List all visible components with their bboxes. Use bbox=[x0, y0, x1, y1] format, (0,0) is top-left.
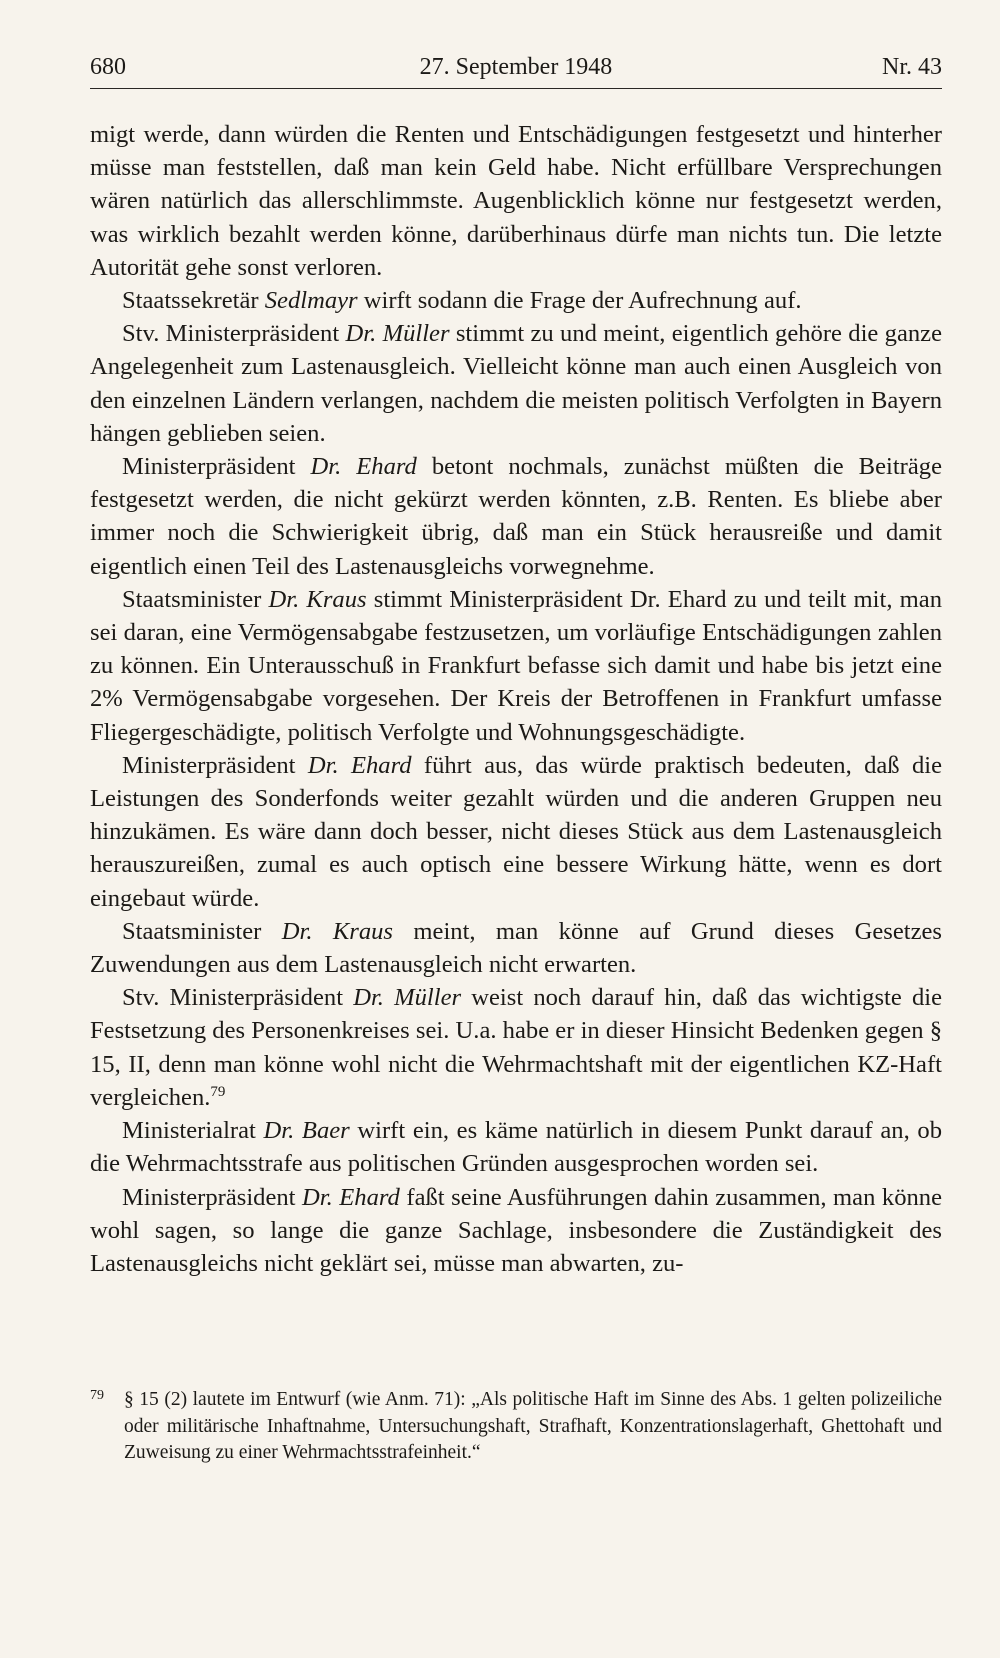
paragraph bbox=[90, 1114, 942, 1180]
speaker-name: Dr. Müller bbox=[345, 320, 450, 348]
text-run: Staatsminister bbox=[122, 917, 282, 945]
speaker-name: Sedlmayr bbox=[264, 287, 358, 315]
paragraph bbox=[90, 317, 942, 450]
text-run: stimmt zu und meint, eigentlich gehöre die ganze Angelegenheit zum Lastenausgleich. Vielleicht könne man auch einen Ausgleich von den einzelnen Ländern verlangen, nachdem die meisten politisch Verfolgten in Bayern hängen geblieben seien. bbox=[90, 320, 942, 447]
issue-number: Nr. 43 bbox=[882, 54, 942, 80]
text-run: migt werde, dann würden die Renten und Entschädigungen festgesetzt und hinterher müsse man feststellen, daß man kein Geld habe. Nicht erfüllbare Versprechungen wären natürlich das allerschlimmste. Augenblicklich könne nur festgesetzt werden, was wirklich bezahlt werden könne, darüberhinaus dürfe man nichts tun. Die letzte Autorität gehe sonst verloren. bbox=[90, 121, 942, 281]
text-run: faßt seine Ausführungen dahin zusammen, man könne wohl sagen, so lange die ganze Sachlage, insbesondere die Zuständigkeit des Lastenausgleichs nicht geklärt sei, müsse man abwarten, zu- bbox=[90, 1183, 942, 1277]
text-run: führt aus, das würde praktisch bedeuten, daß die Leistungen des Sonderfonds weiter gezahlt würden und die anderen Gruppen neu hinzukämen. Es wäre dann doch besser, nicht dieses Stück aus dem Lastenausgleich herauszureißen, zumal es auch optisch eine bessere Wirkung hätte, wenn es dort eingebaut würde. bbox=[90, 751, 943, 912]
page-number: 680 bbox=[90, 54, 126, 80]
paragraph bbox=[90, 583, 942, 749]
speaker-name: Dr. Müller bbox=[353, 984, 462, 1012]
speaker-name: Dr. Ehard bbox=[302, 1183, 400, 1211]
paragraph bbox=[90, 1181, 942, 1281]
text-run: wirft ein, es käme natürlich in diesem Punkt darauf an, ob die Wehrmachtsstrafe aus politischen Gründen ausgesprochen worden sei. bbox=[90, 1117, 942, 1178]
text-run: Ministerialrat bbox=[122, 1117, 264, 1145]
speaker-name: Dr. Kraus bbox=[268, 585, 367, 613]
paragraph bbox=[90, 284, 942, 317]
speaker-name: Dr. Baer bbox=[263, 1117, 350, 1145]
footnote-ref: 79 bbox=[210, 1083, 226, 1100]
speaker-name: Dr. Ehard bbox=[310, 453, 417, 481]
paragraph bbox=[90, 915, 942, 981]
main-text bbox=[90, 118, 942, 1280]
text-run: betont nochmals, zunächst müßten die Beiträge festgesetzt werden, die nicht gekürzt werden könnten, z.B. Renten. Es bliebe aber immer noch die Schwierigkeit übrig, daß man ein Stück herausreiße und damit eigentlich einen Teil des Lastenausgleichs vorwegnehme. bbox=[90, 453, 942, 580]
text-run: Staatsminister bbox=[122, 585, 269, 613]
footnote-number: 79 bbox=[90, 1388, 104, 1403]
paragraph bbox=[90, 981, 942, 1114]
footnote bbox=[90, 1387, 942, 1467]
speaker-name: Dr. Kraus bbox=[281, 917, 394, 945]
page-header bbox=[90, 48, 942, 89]
text-run: Stv. Ministerpräsident bbox=[122, 984, 354, 1012]
text-run: Ministerpräsident bbox=[122, 751, 308, 779]
text-run: wirft sodann die Frage der Aufrechnung auf. bbox=[357, 287, 802, 315]
paragraph bbox=[90, 118, 942, 284]
text-run: stimmt Ministerpräsident Dr. Ehard zu und teilt mit, man sei daran, eine Vermögensabgabe festzusetzen, um vorläufige Entschädigungen zahlen zu können. Ein Unterausschuß in Frankfurt befasse sich damit und habe bis jetzt eine 2% Vermögensabgabe vorgesehen. Der Kreis der Betroffenen in Frankfurt umfasse Fliegergeschädigte, politisch Verfolgte und Wohnungsgeschädigte. bbox=[90, 585, 942, 746]
text-run: meint, man könne auf Grund dieses Gesetzes Zuwendungen aus dem Lastenausgleich nicht erwarten. bbox=[90, 917, 943, 979]
text-run: weist noch darauf hin, daß das wichtigste die Festsetzung des Personenkreises sei. U.a. habe er in dieser Hinsicht Bedenken gegen § 15, II, denn man könne wohl nicht die Wehrmachtshaft mit der eigentlichen KZ-Haft vergleichen. bbox=[90, 984, 942, 1111]
text-run: Ministerpräsident bbox=[122, 1183, 303, 1211]
footnote-text: § 15 (2) lautete im Entwurf (wie Anm. 71): „Als politische Haft im Sinne des Abs. 1 gelten polizeiliche oder militärische Inhaftnahme, Untersuchungshaft, Strafhaft, Konzentrationslagerhaft, Ghettohaft und Zuweisung zu einer Wehrmachtsstrafeinheit.“ bbox=[124, 1389, 942, 1463]
paragraph bbox=[90, 450, 942, 583]
paragraph bbox=[90, 749, 942, 915]
text-run: Ministerpräsident bbox=[122, 453, 311, 481]
speaker-name: Dr. Ehard bbox=[307, 751, 412, 779]
text-run: Stv. Ministerpräsident bbox=[122, 320, 346, 348]
text-run: Staatssekretär bbox=[122, 287, 265, 315]
header-date: 27. September 1948 bbox=[419, 54, 613, 80]
